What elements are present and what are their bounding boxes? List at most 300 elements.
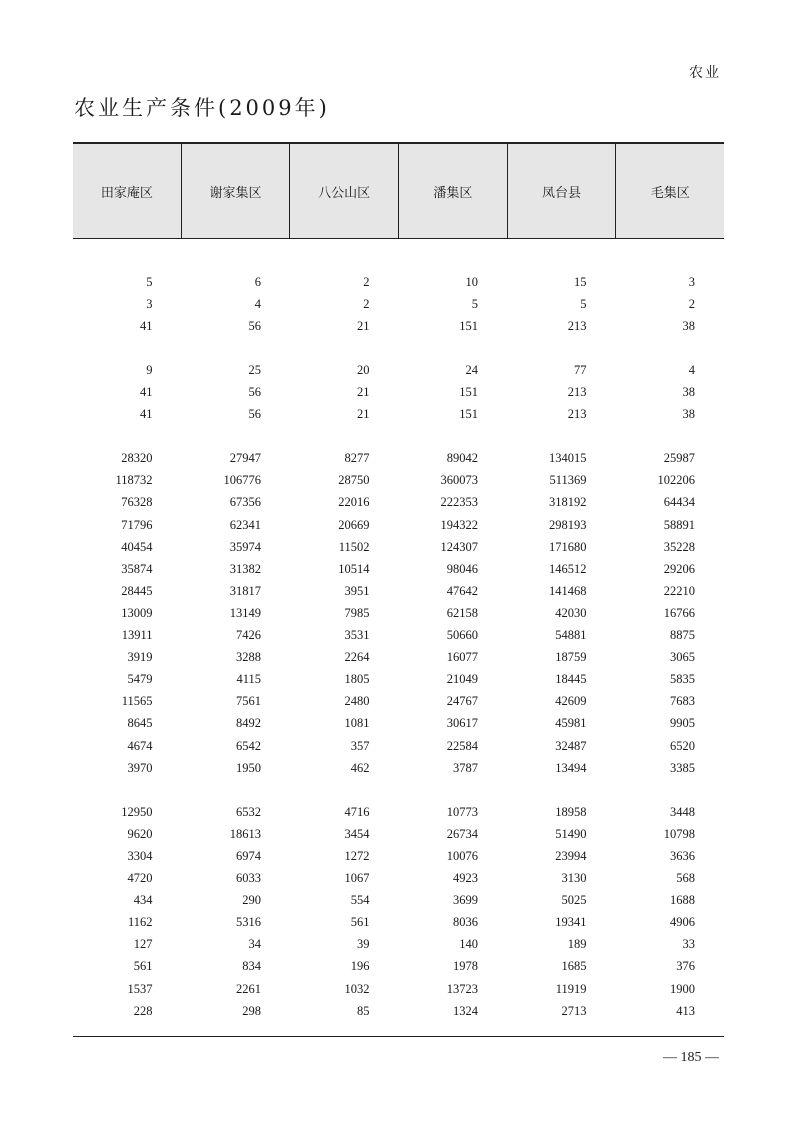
table-cell [399,602,508,624]
table-cell [73,470,182,492]
table-cell [290,580,399,602]
table-row [73,558,724,580]
cell-value: 20 [357,362,370,377]
table-row [73,890,724,912]
cell-value: 222353 [440,495,478,510]
cell-value: 58891 [663,517,695,532]
table-cell [507,934,616,956]
cell-value: 3919 [127,650,153,665]
cell-value: 6974 [236,848,261,863]
cell-value: 554 [350,893,370,908]
cell-value: 8492 [236,716,261,731]
table-cell [616,625,725,647]
cell-value: 8036 [453,915,478,930]
table-row [73,580,724,602]
cell-value: 2 [363,296,370,311]
table-cell [507,625,616,647]
column-header: 凤台县 [507,144,616,238]
table-row [73,823,724,845]
cell-value: 18759 [555,650,587,665]
cell-value: 1032 [344,981,370,996]
table-cell [73,1000,182,1022]
cell-value: 3130 [561,871,587,886]
table-cell [182,448,291,470]
table-cell [290,912,399,934]
cell-value: 41 [140,318,153,333]
table-cell [182,912,291,934]
table-cell [399,625,508,647]
cell-value: 7561 [236,694,261,709]
cell-value: 4115 [236,672,261,687]
cell-value: 360073 [440,473,478,488]
cell-value: 3699 [453,893,478,908]
cell-value: 31817 [229,583,261,598]
cell-value: 47642 [446,583,478,598]
cell-value: 4674 [127,738,153,753]
table-cell [290,602,399,624]
table-cell [507,912,616,934]
cell-value: 298 [242,1003,261,1018]
table-row [73,801,724,823]
cell-value: 9620 [127,826,153,841]
table-cell [507,713,616,735]
table-cell [73,956,182,978]
cell-value: 3 [146,296,153,311]
cell-value: 298193 [549,517,587,532]
cell-value: 38 [682,407,695,422]
table-row [73,404,724,426]
cell-value: 106776 [223,473,261,488]
cell-value: 213 [567,407,587,422]
table-cell [73,868,182,890]
cell-value: 21 [357,318,370,333]
table-cell [290,956,399,978]
table-cell [73,514,182,536]
cell-value: 3448 [670,804,695,819]
cell-value: 213 [567,318,587,333]
table-cell [182,315,291,337]
table-cell [507,845,616,867]
cell-value: 98046 [446,561,478,576]
table-cell [507,514,616,536]
cell-value: 56 [248,318,261,333]
table-row [73,625,724,647]
cell-value: 1324 [453,1003,478,1018]
cell-value: 26734 [446,826,478,841]
table-cell [399,492,508,514]
table-cell [290,934,399,956]
cell-value: 1805 [344,672,370,687]
column-header: 潘集区 [398,144,507,238]
table-cell [73,890,182,912]
group-spacer [73,426,724,448]
table-row [73,934,724,956]
cell-value: 7985 [344,605,370,620]
table-cell [290,801,399,823]
table-cell [73,757,182,779]
cell-value: 1978 [453,959,478,974]
table-cell [616,890,725,912]
table-cell [290,669,399,691]
table-cell [616,381,725,403]
group-spacer [73,337,724,359]
table-row [73,647,724,669]
table-row [73,735,724,757]
table-cell [290,978,399,1000]
table-row [73,536,724,558]
cell-value: 28320 [121,451,153,466]
table-cell [73,735,182,757]
cell-value: 140 [459,937,478,952]
table-cell [399,890,508,912]
table-cell [616,801,725,823]
table-cell [616,934,725,956]
table-row [73,293,724,315]
cell-value: 6520 [670,738,695,753]
table-cell [73,823,182,845]
table-cell [290,514,399,536]
table-cell [616,757,725,779]
table-cell [290,890,399,912]
table-cell [399,536,508,558]
cell-value: 25 [248,362,261,377]
table-cell [290,823,399,845]
cell-value: 9905 [670,716,695,731]
table-row [73,912,724,934]
cell-value: 1537 [127,981,153,996]
cell-value: 30617 [446,716,478,731]
cell-value: 290 [242,893,261,908]
table-cell [507,558,616,580]
table-cell [507,536,616,558]
cell-value: 357 [350,738,370,753]
table-row [73,470,724,492]
table-cell [399,359,508,381]
cell-value: 35974 [229,539,261,554]
cell-value: 189 [567,937,587,952]
table-cell [73,580,182,602]
table-cell [507,448,616,470]
table-cell [616,315,725,337]
cell-value: 27947 [229,451,261,466]
table-cell [507,271,616,293]
table-row [73,691,724,713]
cell-value: 5025 [561,893,587,908]
table-cell [507,647,616,669]
cell-value: 67356 [229,495,261,510]
cell-value: 151 [459,318,478,333]
cell-value: 376 [676,959,695,974]
cell-value: 35874 [121,561,153,576]
cell-value: 4716 [344,804,370,819]
table-cell [507,978,616,1000]
cell-value: 413 [676,1003,695,1018]
table-cell [182,514,291,536]
cell-value: 1067 [344,871,370,886]
cell-value: 834 [242,959,261,974]
table-cell [507,956,616,978]
cell-value: 5 [146,274,153,289]
table-cell [73,536,182,558]
cell-value: 6542 [236,738,261,753]
cell-value: 29206 [663,561,695,576]
cell-value: 23994 [555,848,587,863]
table-row [73,359,724,381]
table-row [73,757,724,779]
table-cell [182,956,291,978]
table-cell [507,315,616,337]
table-cell [399,448,508,470]
table-cell [616,359,725,381]
table-cell [399,558,508,580]
cell-value: 16077 [446,650,478,665]
table-cell [182,492,291,514]
cell-value: 1688 [670,893,695,908]
cell-value: 10514 [338,561,370,576]
table-cell [290,1000,399,1022]
cell-value: 9 [146,362,153,377]
cell-value: 19341 [555,915,587,930]
cell-value: 5479 [127,672,153,687]
cell-value: 2 [363,274,370,289]
cell-value: 11565 [121,694,153,709]
table-cell [290,625,399,647]
table-cell [290,845,399,867]
cell-value: 12950 [121,804,153,819]
table-cell [182,890,291,912]
cell-value: 3454 [344,826,370,841]
table-cell [73,359,182,381]
cell-value: 134015 [549,451,587,466]
cell-value: 4 [254,296,261,311]
table-cell [290,470,399,492]
table-row [73,669,724,691]
cell-value: 62158 [446,605,478,620]
page-title: 农业生产条件(2009年) [74,96,330,120]
cell-value: 24767 [446,694,478,709]
table-cell [616,647,725,669]
table-cell [182,823,291,845]
table-cell [73,492,182,514]
table-cell [73,404,182,426]
column-header: 八公山区 [289,144,398,238]
group-spacer [73,779,724,801]
cell-value: 127 [133,937,153,952]
table-cell [290,558,399,580]
table-cell [182,293,291,315]
cell-value: 42609 [555,694,587,709]
cell-value: 11919 [555,981,587,996]
cell-value: 1081 [344,716,370,731]
table-row [73,514,724,536]
table-cell [507,602,616,624]
cell-value: 8875 [670,628,695,643]
cell-value: 22584 [446,738,478,753]
table-cell [399,845,508,867]
table-cell [182,404,291,426]
cell-value: 196 [350,959,370,974]
table-row [73,602,724,624]
cell-value: 85 [357,1003,370,1018]
cell-value: 3304 [127,848,153,863]
cell-value: 462 [350,760,370,775]
table-cell [290,293,399,315]
cell-value: 5835 [670,672,695,687]
cell-value: 2261 [236,981,261,996]
table-cell [182,647,291,669]
cell-value: 171680 [549,539,587,554]
table-cell [399,956,508,978]
table-cell [399,912,508,934]
table-cell [399,978,508,1000]
cell-value: 28445 [121,583,153,598]
cell-value: 16766 [663,605,695,620]
cell-value: 3531 [344,628,370,643]
table-cell [507,492,616,514]
table-cell [399,934,508,956]
cell-value: 2 [688,296,695,311]
table-cell [616,713,725,735]
cell-value: 6033 [236,871,261,886]
table-cell [399,381,508,403]
table-cell [73,713,182,735]
cell-value: 318192 [549,495,587,510]
table-cell [399,713,508,735]
table-cell [399,868,508,890]
cell-value: 1900 [670,981,695,996]
table-cell [616,492,725,514]
table-cell [616,978,725,1000]
column-header: 谢家集区 [181,144,290,238]
cell-value: 10 [465,274,478,289]
cell-value: 568 [676,871,695,886]
table-cell [399,271,508,293]
table-cell [507,868,616,890]
cell-value: 22016 [338,495,370,510]
bottom-rule [73,1036,724,1037]
cell-value: 13723 [446,981,478,996]
table-cell [399,470,508,492]
cell-value: 18958 [555,804,587,819]
table-cell [73,934,182,956]
cell-value: 39 [357,937,370,952]
table-cell [507,1000,616,1022]
table-cell [616,868,725,890]
table-cell [73,602,182,624]
table-cell [182,735,291,757]
table-cell [507,470,616,492]
cell-value: 18613 [229,826,261,841]
cell-value: 32487 [555,738,587,753]
table-cell [73,801,182,823]
column-header: 田家庵区 [100,185,153,201]
cell-value: 10773 [446,804,478,819]
table-cell [507,801,616,823]
table-cell [399,823,508,845]
table-cell [182,845,291,867]
cell-value: 4923 [453,871,478,886]
table-cell [507,691,616,713]
cell-value: 5 [580,296,587,311]
table-cell [182,934,291,956]
cell-value: 33 [682,937,695,952]
table-row [73,271,724,293]
table-cell [616,669,725,691]
cell-value: 151 [459,385,478,400]
cell-value: 3636 [670,848,695,863]
cell-value: 62341 [229,517,261,532]
table-cell [616,823,725,845]
table-cell [399,580,508,602]
table-cell [182,978,291,1000]
cell-value: 6532 [236,804,261,819]
page-number: — 185 — [663,1050,719,1065]
table-row [73,1000,724,1022]
table-cell [182,625,291,647]
cell-value: 21049 [446,672,478,687]
table-cell [616,580,725,602]
table-cell [73,448,182,470]
cell-value: 8645 [127,716,153,731]
cell-value: 228 [133,1003,153,1018]
cell-value: 3 [688,274,695,289]
cell-value: 41 [140,385,153,400]
cell-value: 42030 [555,605,587,620]
table-cell [73,558,182,580]
table-cell [290,448,399,470]
table-cell [182,868,291,890]
cell-value: 7426 [236,628,261,643]
cell-value: 151 [459,407,478,422]
cell-value: 213 [567,385,587,400]
table-cell [73,669,182,691]
table-cell [616,735,725,757]
table-cell [290,868,399,890]
cell-value: 13911 [121,628,153,643]
table-cell [507,757,616,779]
column-header: 毛集区 [615,144,724,238]
table-cell [507,381,616,403]
table-cell [616,271,725,293]
cell-value: 38 [682,385,695,400]
cell-value: 3385 [670,760,695,775]
table-cell [182,602,291,624]
table-cell [290,315,399,337]
cell-value: 3951 [344,583,370,598]
cell-value: 56 [248,407,261,422]
cell-value: 141468 [549,583,587,598]
cell-value: 10076 [446,848,478,863]
cell-value: 35228 [663,539,695,554]
cell-value: 54881 [555,628,587,643]
table-cell [399,514,508,536]
table-cell [399,757,508,779]
table-cell [616,404,725,426]
table-cell [182,580,291,602]
cell-value: 34 [248,937,261,952]
table-cell [182,271,291,293]
cell-value: 561 [133,959,153,974]
cell-value: 13149 [229,605,261,620]
table-cell [399,1000,508,1022]
table-cell [616,536,725,558]
cell-value: 1272 [344,848,370,863]
cell-value: 15 [574,274,587,289]
table-cell [182,757,291,779]
cell-value: 118732 [115,473,153,488]
table-cell [182,381,291,403]
table-cell [616,912,725,934]
